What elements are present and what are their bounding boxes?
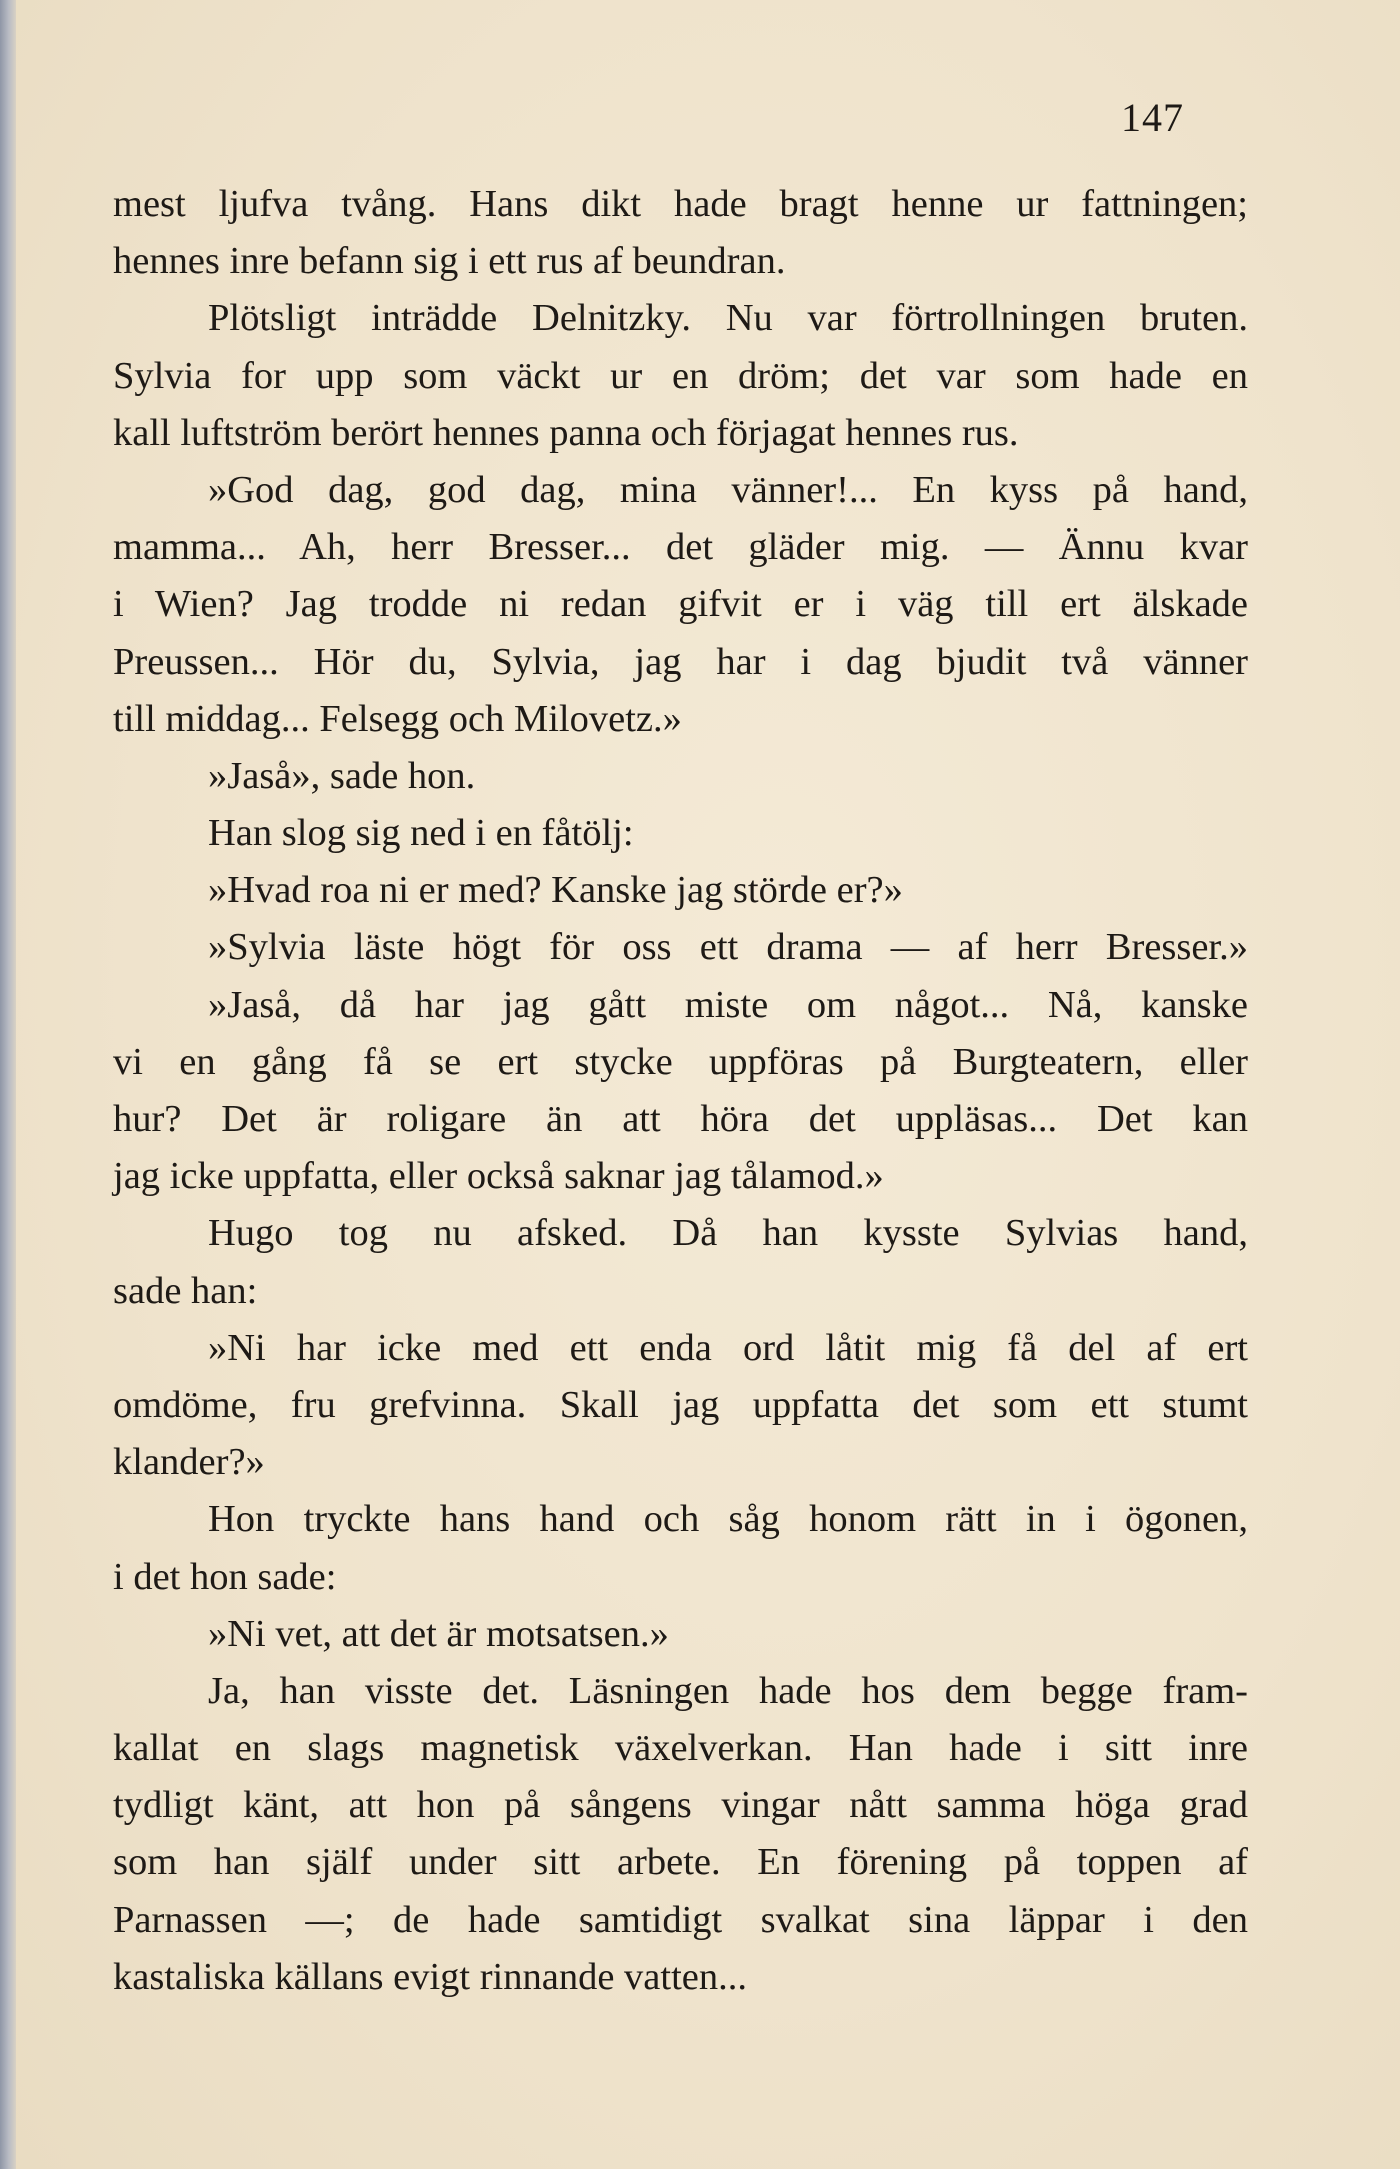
- text-line: »Sylvia läste högt för oss ett drama — af herr Bresser.»: [208, 926, 1248, 969]
- text-line: »Ni vet, att det är motsatsen.»: [208, 1612, 669, 1655]
- text-line: omdöme, fru grefvinna. Skall jag uppfatta det som ett stumt: [113, 1383, 1248, 1426]
- text-line: mamma... Ah, herr Bresser... det gläder mig. — Ännu kvar: [113, 526, 1248, 569]
- text-line: »Ni har icke med ett enda ord låtit mig få del af ert: [208, 1326, 1248, 1369]
- text-line: Hugo tog nu afsked. Då han kysste Sylvias hand,: [208, 1212, 1248, 1255]
- text-line: sade han:: [113, 1269, 258, 1312]
- text-line: kall luftström berört hennes panna och förjagat hennes rus.: [113, 411, 1019, 454]
- text-line: kallat en slags magnetisk växelverkan. Han hade i sitt inre: [113, 1727, 1248, 1770]
- body-text: [113, 176, 1248, 2006]
- text-line: hennes inre befann sig i ett rus af beundran.: [113, 240, 786, 283]
- text-line: till middag... Felsegg och Milovetz.»: [113, 697, 682, 740]
- book-page: [16, 0, 1400, 2169]
- page-number: 147: [1121, 95, 1184, 140]
- text-line: »Jaså, då har jag gått miste om något... Nå, kanske: [208, 983, 1248, 1026]
- text-line: i det hon sade:: [113, 1555, 337, 1598]
- text-line: »Hvad roa ni er med? Kanske jag störde er?»: [208, 869, 903, 912]
- text-line: Preussen... Hör du, Sylvia, jag har i dag bjudit två vänner: [113, 640, 1248, 683]
- text-line: klander?»: [113, 1441, 265, 1484]
- text-line: som han själf under sitt arbete. En förening på toppen af: [113, 1841, 1248, 1884]
- text-line: tydligt känt, att hon på sångens vingar nått samma höga grad: [113, 1784, 1248, 1827]
- text-line: hur? Det är roligare än att höra det uppläsas... Det kan: [113, 1098, 1248, 1140]
- text-line: Plötsligt inträdde Delnitzky. Nu var förtrollningen bruten.: [208, 297, 1248, 340]
- text-line: Han slog sig ned i en fåtölj:: [208, 812, 634, 855]
- text-line: »Jaså», sade hon.: [208, 754, 476, 797]
- text-line: kastaliska källans evigt rinnande vatten...: [113, 1955, 747, 1998]
- text-line: Hon tryckte hans hand och såg honom rätt in i ögonen,: [208, 1498, 1248, 1541]
- text-line: »God dag, god dag, mina vänner!... En kyss på hand,: [208, 468, 1248, 511]
- text-line: Sylvia for upp som väckt ur en dröm; det var som hade en: [113, 354, 1248, 397]
- text-line: i Wien? Jag trodde ni redan gifvit er i väg till ert älskade: [113, 583, 1248, 626]
- book-spine-edge: [0, 0, 16, 2169]
- text-line: jag icke uppfatta, eller också saknar jag tålamod.»: [113, 1155, 884, 1198]
- text-line: vi en gång få se ert stycke uppföras på Burgteatern, eller: [113, 1040, 1248, 1083]
- text-line: Ja, han visste det. Läsningen hade hos dem begge fram-: [208, 1669, 1248, 1712]
- text-line: Parnassen —; de hade samtidigt svalkat sina läppar i den: [113, 1898, 1248, 1941]
- text-line: mest ljufva tvång. Hans dikt hade bragt henne ur fattningen;: [113, 183, 1248, 225]
